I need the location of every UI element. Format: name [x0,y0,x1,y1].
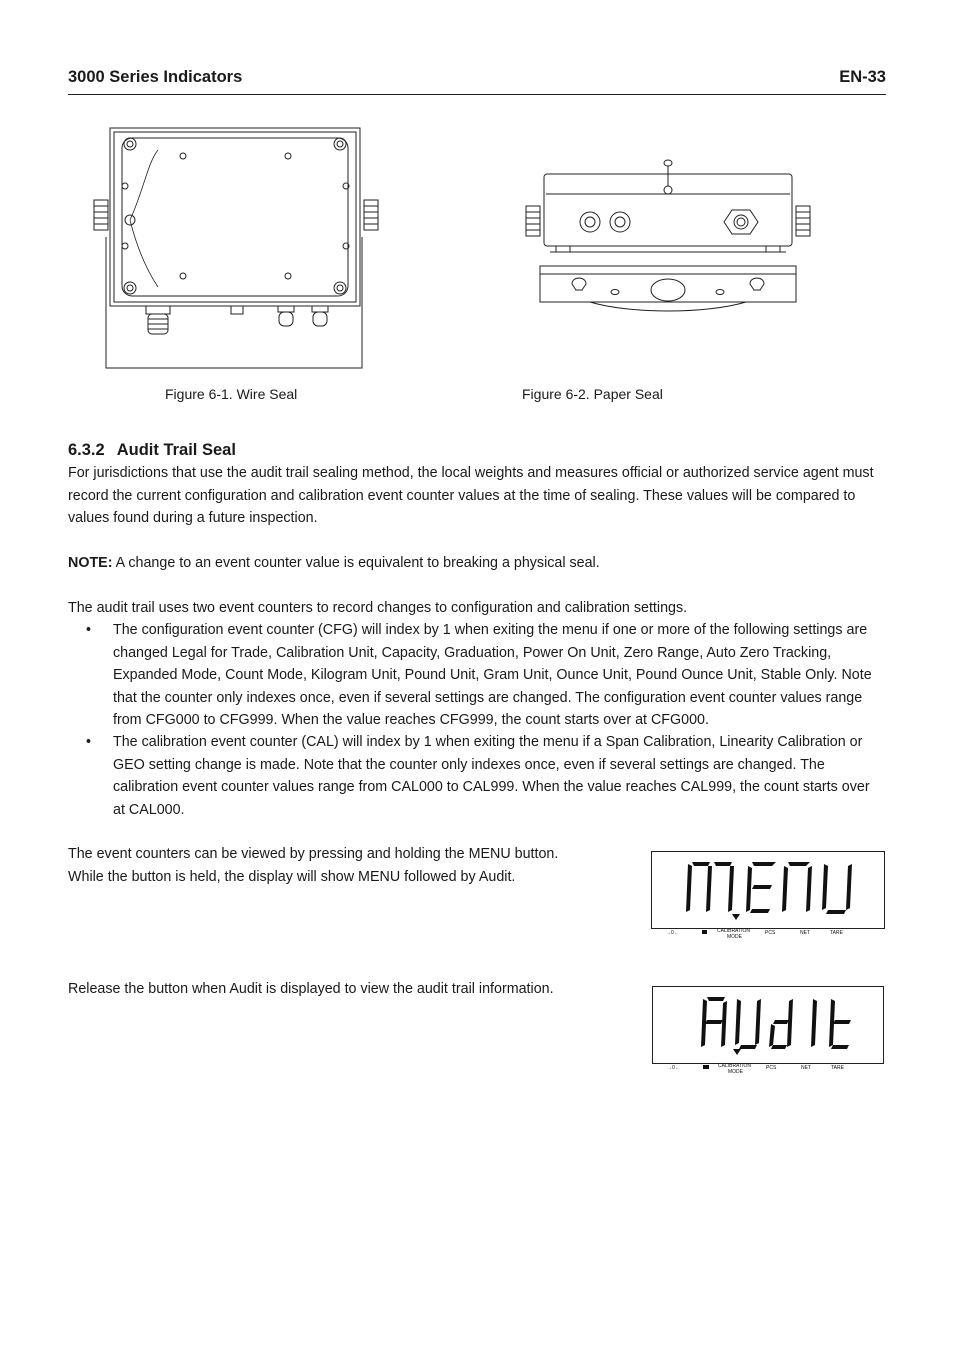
net-annunciator: NET [800,930,810,936]
note-text: A change to an event counter value is equivalent to breaking a physical seal. [112,555,600,571]
wire-seal-figure [88,122,384,374]
counters-paragraph: The audit trail uses two event counters to record changes to configuration and calibration settings. [68,600,688,616]
tare-annunciator: TARE [830,930,843,936]
section-title: Audit Trail Seal [116,441,236,459]
paper-seal-figure [520,154,816,316]
stable-annunciator [702,930,707,934]
intro-paragraph: For jurisdictions that use the audit trail sealing method, the local weights and measures official or authorized service agent must record the current configuration and calibration event counter values at the time of sealing. These values will be compared to values found during a future inspection. [68,465,874,526]
figure-6-2-caption: Figure 6-2. Paper Seal [522,386,663,402]
zero-annunciator: →0← [666,930,679,936]
list-item-text: The calibration event counter (CAL) will index by 1 when exiting the menu if a Span Calibration, Linearity Calibration or GEO setting change is made. Note that the counter only indexes once, even if several settings are changed. The calibration event counter values range from CAL000 to CAL999. When the value reaches CAL999, the count starts over at CAL000. [113,734,870,818]
view-counters-paragraph [68,843,628,888]
menu-display [651,851,885,940]
view-counters-line-1: The event counters can be viewed by pressing and holding the MENU button. [68,846,559,862]
document-title: 3000 Series Indicators [68,68,243,86]
net-annunciator: NET [801,1065,811,1071]
pcs-annunciator: PCS [766,1065,777,1071]
view-counters-line-2: While the button is held, the display will show MENU followed by Audit. [68,868,516,885]
figure-6-1-caption: Figure 6-1. Wire Seal [165,386,298,402]
page-number: EN-33 [839,68,886,86]
mode-annunciator: MODE [727,934,742,940]
pcs-annunciator: PCS [765,930,776,936]
stable-annunciator [703,1065,709,1069]
tare-annunciator: TARE [831,1065,844,1071]
section-heading [68,441,236,460]
audit-display-graphic [653,987,883,1079]
menu-display-graphic [652,852,884,944]
mode-annunciator: MODE [728,1069,743,1075]
calibration-annunciator: CALIBRATION [717,928,750,934]
list-item-text: The configuration event counter (CFG) will index by 1 when exiting the menu if one or more of the following settings are changed Legal for Trade, Calibration Unit, Capacity, Graduation, Power On Unit, Zero Range, Auto Zero Tracking, Expanded Mode, Count Mode, Kilogram Unit, Pound Unit, Gram Unit, Ounce Unit, Pound Ounce Unit, Stable Only. Note that the counter only indexes once, even if several settings are changed. The configuration event counter values range from CFG000 to CFG999. When the value reaches CFG999, the count starts over at CFG000. [113,622,872,728]
section-number: 6.3.2 [68,441,105,459]
release-paragraph: Release the button when Audit is displayed to view the audit trail information. [68,981,554,997]
bullet-mark: • [86,622,92,638]
bullet-mark: • [86,734,92,750]
zero-annunciator: →0← [667,1065,680,1071]
page-header [68,66,886,95]
note-label: NOTE: [68,555,113,571]
audit-display [652,986,884,1075]
note-paragraph [68,552,888,575]
calibration-annunciator: CALIBRATION [718,1063,751,1069]
